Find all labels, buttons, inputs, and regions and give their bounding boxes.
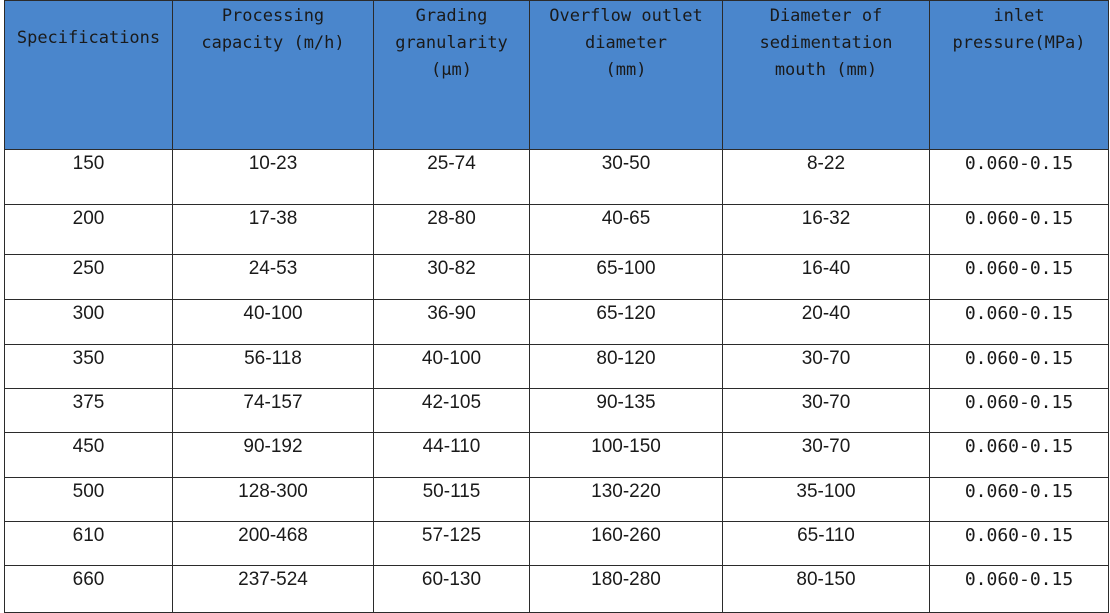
cell-sedimentation-mouth-diameter: 30-70 (723, 345, 930, 389)
header-overflow-outlet-diameter (530, 1, 723, 150)
cell-specification: 350 (5, 345, 173, 389)
table-row (5, 300, 1109, 345)
cell-processing-capacity: 90-192 (173, 433, 374, 478)
cell-grading-granularity: 50-115 (374, 478, 530, 522)
cell-processing-capacity: 40-100 (173, 300, 374, 345)
header-line: diameter (585, 33, 667, 53)
cell-overflow-outlet-diameter: 90-135 (530, 389, 723, 433)
header-line: granularity (395, 33, 508, 53)
cell-inlet-pressure: 0.060-0.15 (930, 389, 1109, 433)
header-line: capacity (m/h) (201, 33, 345, 53)
cell-sedimentation-mouth-diameter: 16-40 (723, 255, 930, 300)
table-row (5, 566, 1109, 613)
table-row (5, 150, 1109, 205)
cell-processing-capacity: 74-157 (173, 389, 374, 433)
cell-sedimentation-mouth-diameter: 30-70 (723, 389, 930, 433)
header-line: Specifications (16, 28, 161, 48)
header-line: pressure(MPa) (952, 33, 1086, 53)
header-line: Diameter of (769, 6, 883, 26)
header-specifications (5, 1, 173, 150)
cell-overflow-outlet-diameter: 65-120 (530, 300, 723, 345)
cell-specification: 610 (5, 522, 173, 566)
header-line: mouth (mm) (774, 60, 878, 80)
cell-inlet-pressure: 0.060-0.15 (930, 205, 1109, 255)
header-line: inlet (993, 6, 1045, 26)
cell-sedimentation-mouth-diameter: 80-150 (723, 566, 930, 613)
cell-inlet-pressure: 0.060-0.15 (930, 478, 1109, 522)
cell-grading-granularity: 57-125 (374, 522, 530, 566)
header-processing-capacity (173, 1, 374, 150)
header-line: Overflow outlet (549, 6, 703, 26)
cell-inlet-pressure: 0.060-0.15 (930, 255, 1109, 300)
cell-grading-granularity: 60-130 (374, 566, 530, 613)
cell-specification: 375 (5, 389, 173, 433)
header-line: Grading (415, 6, 488, 26)
cell-sedimentation-mouth-diameter: 35-100 (723, 478, 930, 522)
cell-sedimentation-mouth-diameter: 8-22 (723, 150, 930, 205)
cell-specification: 660 (5, 566, 173, 613)
cell-specification: 450 (5, 433, 173, 478)
cell-overflow-outlet-diameter: 65-100 (530, 255, 723, 300)
table-row (5, 255, 1109, 300)
cell-overflow-outlet-diameter: 30-50 (530, 150, 723, 205)
cell-inlet-pressure: 0.060-0.15 (930, 522, 1109, 566)
cell-overflow-outlet-diameter: 40-65 (530, 205, 723, 255)
cell-specification: 300 (5, 300, 173, 345)
table-row (5, 389, 1109, 433)
table-row (5, 205, 1109, 255)
table-row (5, 345, 1109, 389)
header-row (5, 1, 1109, 150)
cell-grading-granularity: 36-90 (374, 300, 530, 345)
cell-sedimentation-mouth-diameter: 65-110 (723, 522, 930, 566)
cell-processing-capacity: 200-468 (173, 522, 374, 566)
cell-sedimentation-mouth-diameter: 16-32 (723, 205, 930, 255)
cell-grading-granularity: 25-74 (374, 150, 530, 205)
cell-inlet-pressure: 0.060-0.15 (930, 566, 1109, 613)
header-grading-granularity (374, 1, 530, 150)
cell-processing-capacity: 17-38 (173, 205, 374, 255)
cell-grading-granularity: 40-100 (374, 345, 530, 389)
cell-grading-granularity: 42-105 (374, 389, 530, 433)
cell-processing-capacity: 237-524 (173, 566, 374, 613)
header-line: (mm) (605, 60, 647, 80)
cell-processing-capacity: 10-23 (173, 150, 374, 205)
header-line: (µm) (431, 60, 472, 80)
cell-overflow-outlet-diameter: 180-280 (530, 566, 723, 613)
cell-inlet-pressure: 0.060-0.15 (930, 345, 1109, 389)
header-line: Processing (221, 6, 325, 26)
cell-sedimentation-mouth-diameter: 20-40 (723, 300, 930, 345)
cell-overflow-outlet-diameter: 80-120 (530, 345, 723, 389)
cell-sedimentation-mouth-diameter: 30-70 (723, 433, 930, 478)
cell-inlet-pressure: 0.060-0.15 (930, 150, 1109, 205)
table-row (5, 433, 1109, 478)
cell-inlet-pressure: 0.060-0.15 (930, 433, 1109, 478)
cell-specification: 150 (5, 150, 173, 205)
cell-processing-capacity: 24-53 (173, 255, 374, 300)
table-row (5, 478, 1109, 522)
cell-overflow-outlet-diameter: 130-220 (530, 478, 723, 522)
cell-specification: 200 (5, 205, 173, 255)
cell-overflow-outlet-diameter: 160-260 (530, 522, 723, 566)
cell-inlet-pressure: 0.060-0.15 (930, 300, 1109, 345)
cell-specification: 250 (5, 255, 173, 300)
table-row (5, 522, 1109, 566)
cell-grading-granularity: 28-80 (374, 205, 530, 255)
cell-grading-granularity: 44-110 (374, 433, 530, 478)
header-sedimentation-mouth-diameter (723, 1, 930, 150)
header-line: sedimentation (759, 33, 893, 53)
cell-processing-capacity: 56-118 (173, 345, 374, 389)
header-inlet-pressure (930, 1, 1109, 150)
cell-processing-capacity: 128-300 (173, 478, 374, 522)
specifications-table (4, 0, 1109, 613)
cell-overflow-outlet-diameter: 100-150 (530, 433, 723, 478)
cell-specification: 500 (5, 478, 173, 522)
cell-grading-granularity: 30-82 (374, 255, 530, 300)
